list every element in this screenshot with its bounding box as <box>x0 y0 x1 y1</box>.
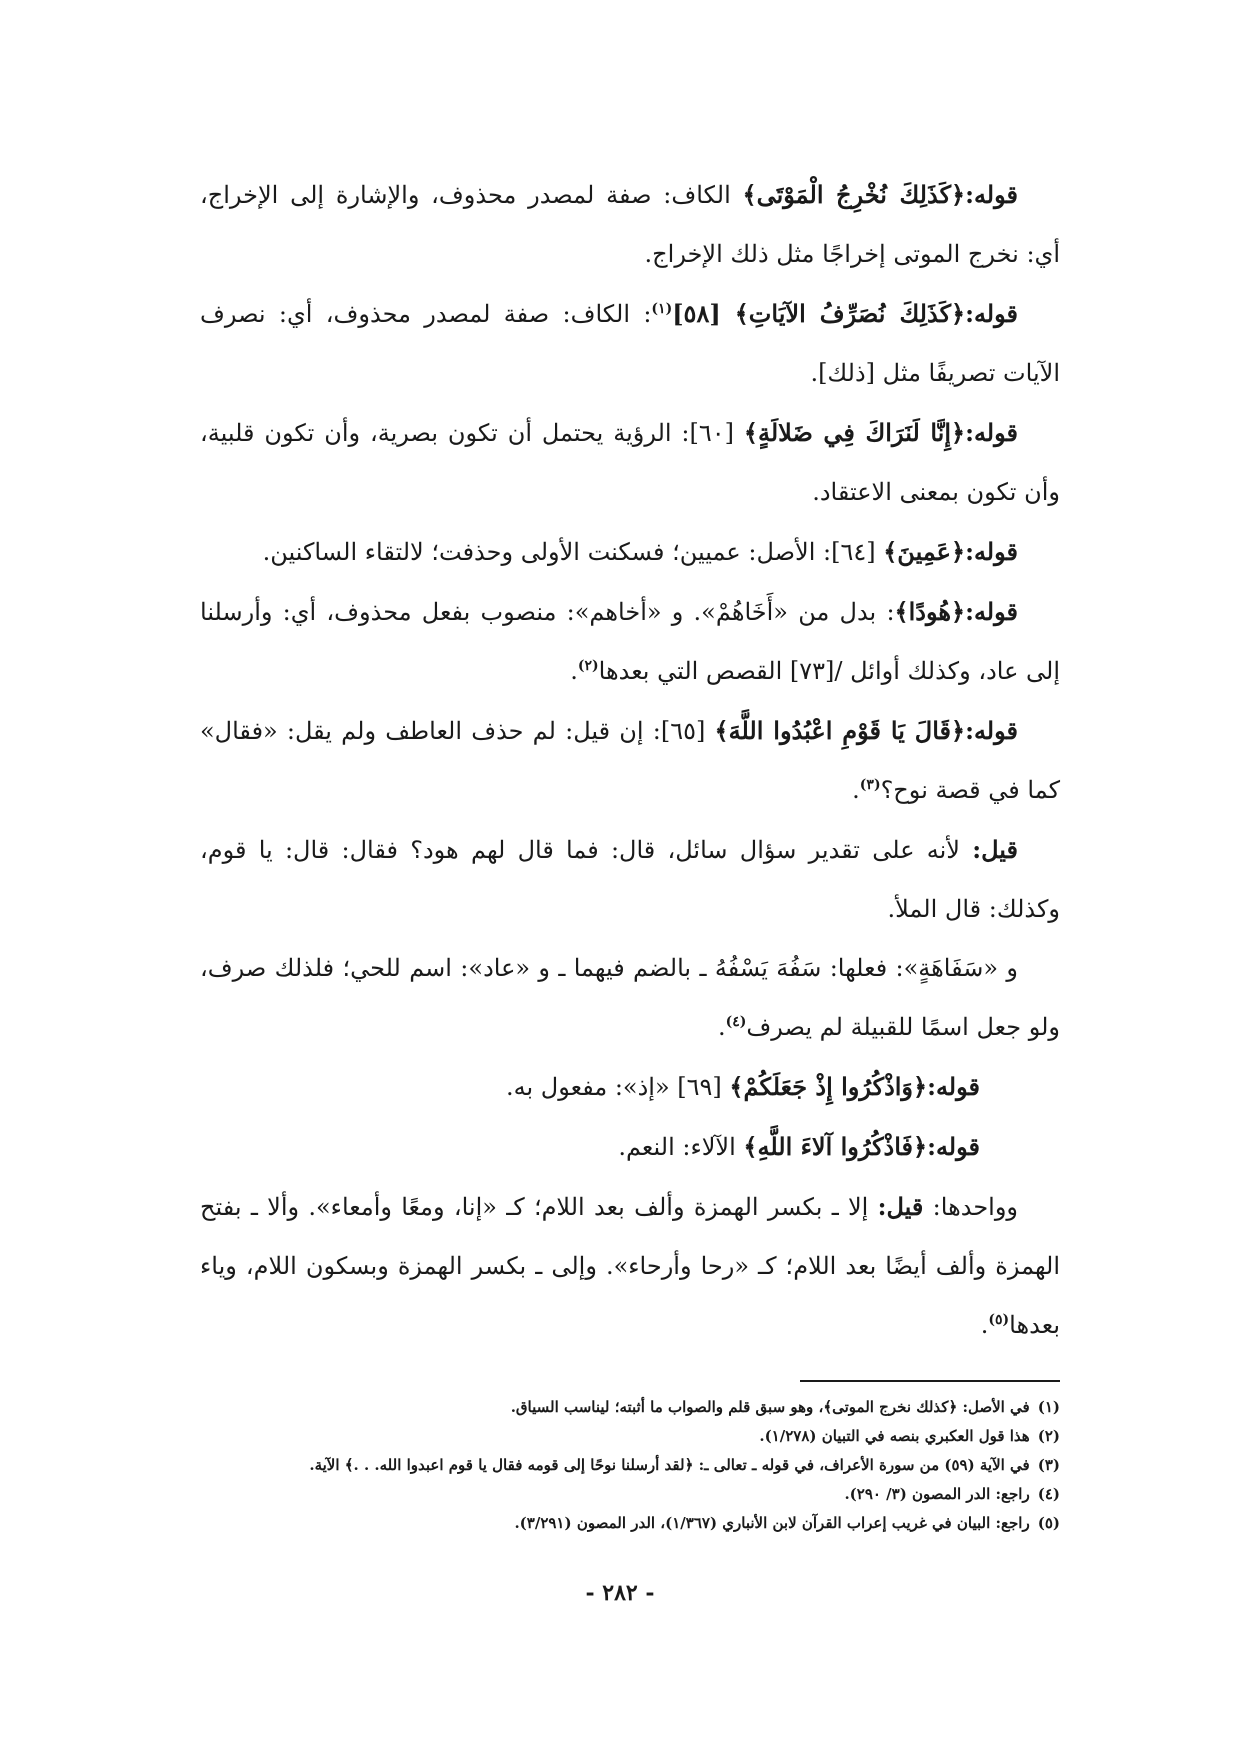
quran-quote: ﴿إِنَّا لَنَرَاكَ فِي ضَلالَةٍ﴾ <box>743 418 966 447</box>
page-number: - ٢٨٢ - <box>585 1580 655 1606</box>
footnote <box>180 1451 1060 1480</box>
commentary-text: وواحدها: <box>923 1193 1019 1221</box>
lead-word: قوله: <box>927 1132 980 1161</box>
commentary-text: الآلاء: النعم. <box>618 1133 744 1161</box>
lead-word: قوله: <box>965 597 1018 626</box>
quran-quote: ﴿وَاذْكُرُوا إِذْ جَعَلَكُمْ﴾ <box>729 1072 928 1101</box>
footnote-ref: (١) <box>651 301 673 317</box>
paragraph <box>200 701 1060 820</box>
paragraph <box>200 165 1060 284</box>
commentary-text: [٦٩] «إذ»: مفعول به. <box>505 1073 730 1101</box>
quran-quote: ﴿عَمِينَ﴾ <box>883 537 966 566</box>
commentary-text: و «سَفَاهَةٍ»: فعلها: سَفُهَ يَسْفُهُ ـ بالضم فيهما ـ و «عاد»: اسم للحي؛ فلذلك صرف، ولو جعل اسمًا للقبيلة لم يصرف <box>200 954 1060 1041</box>
paragraph <box>200 582 1060 701</box>
footnote-number: (٢) <box>1037 1427 1060 1445</box>
punctuation: . <box>717 1013 726 1041</box>
footnotes <box>180 1393 1060 1538</box>
quran-quote: ﴿كَذَلِكَ نُخْرِجُ الْمَوْتَى﴾ <box>742 180 966 209</box>
footnote-text: في الأصل: ﴿كذلك نخرج الموتى﴾، وهو سبق قلم والصواب ما أثبته؛ ليناسب السياق. <box>510 1398 1030 1416</box>
punctuation: . <box>852 776 860 804</box>
commentary-text: إلا ـ بكسر الهمزة وألف بعد اللام؛ كـ «إنا، ومعًا وأمعاء». وألا ـ بفتح الهمزة وألف أيضًا بعد اللام؛ كـ «رحا وأرحاء». وإلى ـ بكسر الهمزة وبسكون اللام، وياء بعدها <box>200 1193 1060 1339</box>
verse-number: [٥٨] <box>672 299 735 328</box>
paragraph <box>200 522 1060 582</box>
paragraph <box>200 1117 1060 1177</box>
quran-quote: ﴿فَاذْكُرُوا آلاءَ اللَّهِ﴾ <box>743 1132 928 1161</box>
commentary-text: : بدل من «أَخَاهُمْ». و «أخاهم»: منصوب بفعل محذوف، أي: وأرسلنا إلى عاد، وكذلك أوائل /[٧٣] القصص التي بعدها <box>200 598 1060 685</box>
footnote-ref: (٢) <box>577 658 599 674</box>
lead-word: قوله: <box>965 299 1018 328</box>
paragraph <box>200 1057 1060 1117</box>
footnote <box>180 1422 1060 1451</box>
footnote-text: في الآية (٥٩) من سورة الأعراف، في قوله ـ تعالى ـ: ﴿لقد أرسلنا نوحًا إلى قومه فقال يا قوم اعبدوا الله. . .﴾ الآية. <box>309 1456 1030 1474</box>
commentary-text: [٦٥]: إن قيل: لم حذف العاطف ولم يقل: «فقال» كما في قصة نوح؟ <box>200 717 1060 804</box>
lead-word: قوله: <box>965 180 1018 209</box>
footnote-text: راجع: الدر المصون (٣/ ٢٩٠). <box>844 1485 1030 1503</box>
paragraph <box>200 820 1060 939</box>
commentary-text: لأنه على تقدير سؤال سائل، قال: فما قال لهم هود؟ فقال: قال: يا قوم، وكذلك: قال الملأ. <box>200 836 1060 923</box>
punctuation: . <box>570 657 578 685</box>
lead-word: قوله: <box>927 1072 980 1101</box>
footnote <box>180 1509 1060 1538</box>
main-text <box>200 165 1060 1355</box>
footnote <box>180 1393 1060 1422</box>
lead-word: قوله: <box>965 716 1018 745</box>
footnote-text: هذا قول العكبري بنصه في التبيان (١/٢٧٨). <box>759 1427 1030 1445</box>
lead-word: قوله: <box>965 418 1018 447</box>
paragraph <box>200 939 1060 1057</box>
quran-quote: ﴿هُودًا﴾ <box>894 597 966 626</box>
footnote-text: راجع: البيان في غريب إعراب القرآن لابن الأنباري (١/٣٦٧)، الدر المصون (٣/٢٩١). <box>514 1514 1030 1532</box>
paragraph <box>200 284 1060 403</box>
quran-quote: ﴿قَالَ يَا قَوْمِ اعْبُدُوا اللَّهَ﴾ <box>714 716 966 745</box>
paragraph <box>200 1177 1060 1355</box>
quran-quote: ﴿كَذَلِكَ نُصَرِّفُ الآيَاتِ﴾ <box>734 299 966 328</box>
footnote-number: (١) <box>1037 1398 1060 1416</box>
commentary-text: [٦٤]: الأصل: عميين؛ فسكنت الأولى وحذفت؛ لالتقاء الساكنين. <box>262 538 884 566</box>
footnote-ref: (٤) <box>725 1014 747 1030</box>
paragraph <box>200 403 1060 522</box>
footnote <box>180 1480 1060 1509</box>
footnote-number: (٣) <box>1037 1456 1060 1474</box>
punctuation: . <box>980 1311 989 1339</box>
commentary-text: [٦٠]: الرؤية يحتمل أن تكون بصرية، وأن تكون قلبية، وأن تكون بمعنى الاعتقاد. <box>200 419 1060 506</box>
footnote-ref: (٣) <box>859 777 881 793</box>
footnote-separator <box>800 1380 1060 1382</box>
footnote-number: (٤) <box>1037 1485 1060 1503</box>
commentary-text: : الكاف: صفة لمصدر محذوف، أي: نصرف الآيات تصريفًا مثل [ذلك]. <box>200 300 1060 387</box>
footnote-ref: (٥) <box>988 1312 1010 1328</box>
lead-word: قيل: <box>877 1192 924 1221</box>
lead-word: قوله: <box>965 537 1018 566</box>
commentary-text: الكاف: صفة لمصدر محذوف، والإشارة إلى الإخراج، أي: نخرج الموتى إخراجًا مثل ذلك الإخراج. <box>200 181 1060 268</box>
footnote-number: (٥) <box>1037 1514 1060 1532</box>
lead-word: قيل: <box>972 835 1018 864</box>
